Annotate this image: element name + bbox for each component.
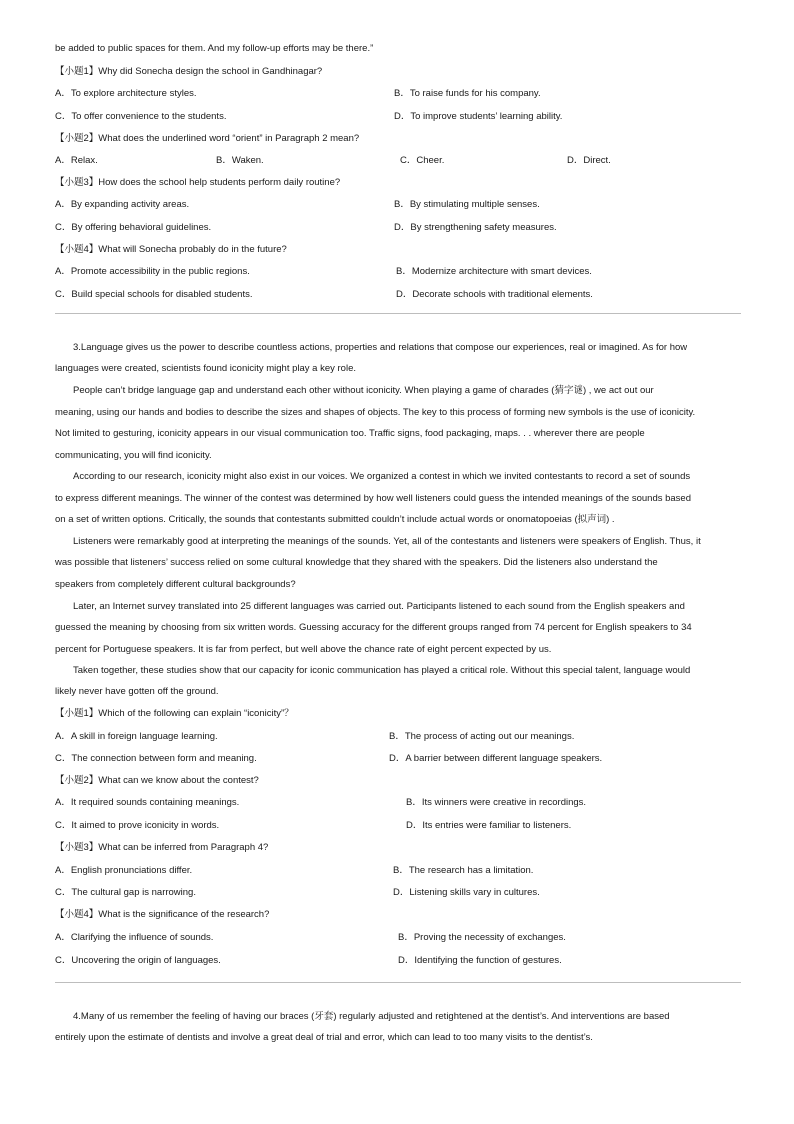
passage-line: likely never have gotten off the ground. (55, 686, 219, 697)
option-c: C．Build special schools for disabled students. (55, 289, 253, 300)
option-d: D．Direct. (567, 155, 611, 166)
option-a: A．Relax. (55, 155, 98, 166)
passage-line: entirely upon the estimate of dentists and involve a great deal of trial and error, which can lead to too many visits to the dentist’s. (55, 1032, 593, 1043)
option-a: A．By expanding activity areas. (55, 199, 190, 210)
option-c: C．Uncovering the origin of languages. (55, 955, 221, 966)
option-b: B．Modernize architecture with smart devices. (396, 266, 592, 277)
option-d: D．To improve students’ learning ability. (394, 111, 563, 122)
passage-line: on a set of written options. Critically, the sounds that contestants submitted couldn’t include actual words or onomatopoeias (拟声词) . (55, 514, 615, 525)
option-b: B．Waken. (216, 155, 264, 166)
passage-line: guessed the meaning by choosing from six written words. Guessing accuracy for the different groups ranged from 74 percent for English speakers to 34 (55, 622, 692, 633)
passage-line: 3.Language gives us the power to describe countless actions, properties and relations that compose our experiences, real or imagined. As for how (73, 342, 688, 353)
option-c: C．To offer convenience to the students. (55, 111, 227, 122)
passage-line: Later, an Internet survey translated into 25 different languages was carried out. Participants listened to each sound from the English speakers and (73, 601, 685, 612)
option-b: B．Proving the necessity of exchanges. (398, 932, 566, 943)
option-c: C．The connection between form and meaning. (55, 753, 257, 764)
passage-line: speakers from completely different cultural backgrounds? (55, 579, 296, 590)
question-stem: 【小题2】What does the underlined word “orient” in Paragraph 2 mean? (55, 133, 360, 144)
question-stem: 【小题4】What will Sonecha probably do in the future? (55, 244, 287, 255)
passage-line: meaning, using our hands and bodies to describe the sizes and shapes of objects. The key to this process of forming new symbols is the use of iconicity. (55, 407, 696, 418)
option-a: A．English pronunciations differ. (55, 865, 193, 876)
option-a: A．A skill in foreign language learning. (55, 731, 218, 742)
passage-line: to express different meanings. The winner of the contest was determined by how well listeners could guess the intended meanings of the sounds based (55, 493, 691, 504)
passage-line: languages were created, scientists found iconicity might play a key role. (55, 363, 356, 374)
option-c: C．It aimed to prove iconicity in words. (55, 820, 220, 831)
passage-line: 4.Many of us remember the feeling of having our braces (牙套) regularly adjusted and retightened at the dentist’s. And interventions are based (73, 1011, 670, 1022)
question-stem: 【小题4】What is the significance of the research? (55, 909, 270, 920)
option-d: D．By strengthening safety measures. (394, 222, 557, 233)
option-b: B．By stimulating multiple senses. (394, 199, 540, 210)
passage-line: percent for Portuguese speakers. It is far from perfect, but well above the chance rate of eight percent expected by us. (55, 644, 552, 655)
passage-line: People can’t bridge language gap and understand each other without iconicity. When playing a game of charades (猜字谜) , we act out our (73, 385, 654, 396)
option-d: D．Its entries were familiar to listeners. (406, 820, 572, 831)
option-b: B．Its winners were creative in recordings. (406, 797, 587, 808)
option-a: A．To explore architecture styles. (55, 88, 197, 99)
option-d: D．Listening skills vary in cultures. (393, 887, 540, 898)
option-a: A．Promote accessibility in the public regions. (55, 266, 250, 277)
option-a: A．Clarifying the influence of sounds. (55, 932, 214, 943)
passage-line: According to our research, iconicity might also exist in our voices. We organized a contest in which we invited contestants to record a set of sounds (73, 471, 691, 482)
section-divider (55, 982, 741, 983)
option-c: C．Cheer. (400, 155, 445, 166)
passage-line: was possible that listeners’ success relied on some cultural knowledge that they shared with the speakers. Did the listeners also understand the (55, 557, 658, 568)
section-divider (55, 313, 741, 314)
option-c: C．By offering behavioral guidelines. (55, 222, 212, 233)
question-stem: 【小题1】Why did Sonecha design the school in Gandhinagar? (55, 66, 323, 77)
option-b: B．The research has a limitation. (393, 865, 534, 876)
question-stem: 【小题3】How does the school help students perform daily routine? (55, 177, 341, 188)
question-stem: 【小题3】What can be inferred from Paragraph 4? (55, 842, 269, 853)
passage-line: Taken together, these studies show that our capacity for iconic communication has played a critical role. Without this special talent, language would (73, 665, 691, 676)
option-d: D．Decorate schools with traditional elements. (396, 289, 593, 300)
option-d: D．A barrier between different language speakers. (389, 753, 603, 764)
option-a: A．It required sounds containing meanings. (55, 797, 240, 808)
previous-passage-tail: be added to public spaces for them. And my follow-up efforts may be there.” (55, 43, 374, 54)
passage-line: Not limited to gesturing, iconicity appears in our visual communication too. Traffic signs, food packaging, maps. . . wherever there are people (55, 428, 645, 439)
option-c: C．The cultural gap is narrowing. (55, 887, 196, 898)
option-b: B．The process of acting out our meanings. (389, 731, 575, 742)
question-stem: 【小题1】Which of the following can explain “iconicity”？ (55, 708, 294, 719)
option-d: D．Identifying the function of gestures. (398, 955, 562, 966)
option-b: B．To raise funds for his company. (394, 88, 541, 99)
passage-line: Listeners were remarkably good at interpreting the meanings of the sounds. Yet, all of the contestants and listeners were speakers of English. Thus, it (73, 536, 701, 547)
passage-line: communicating, you will find iconicity. (55, 450, 212, 461)
question-stem: 【小题2】What can we know about the contest? (55, 775, 259, 786)
